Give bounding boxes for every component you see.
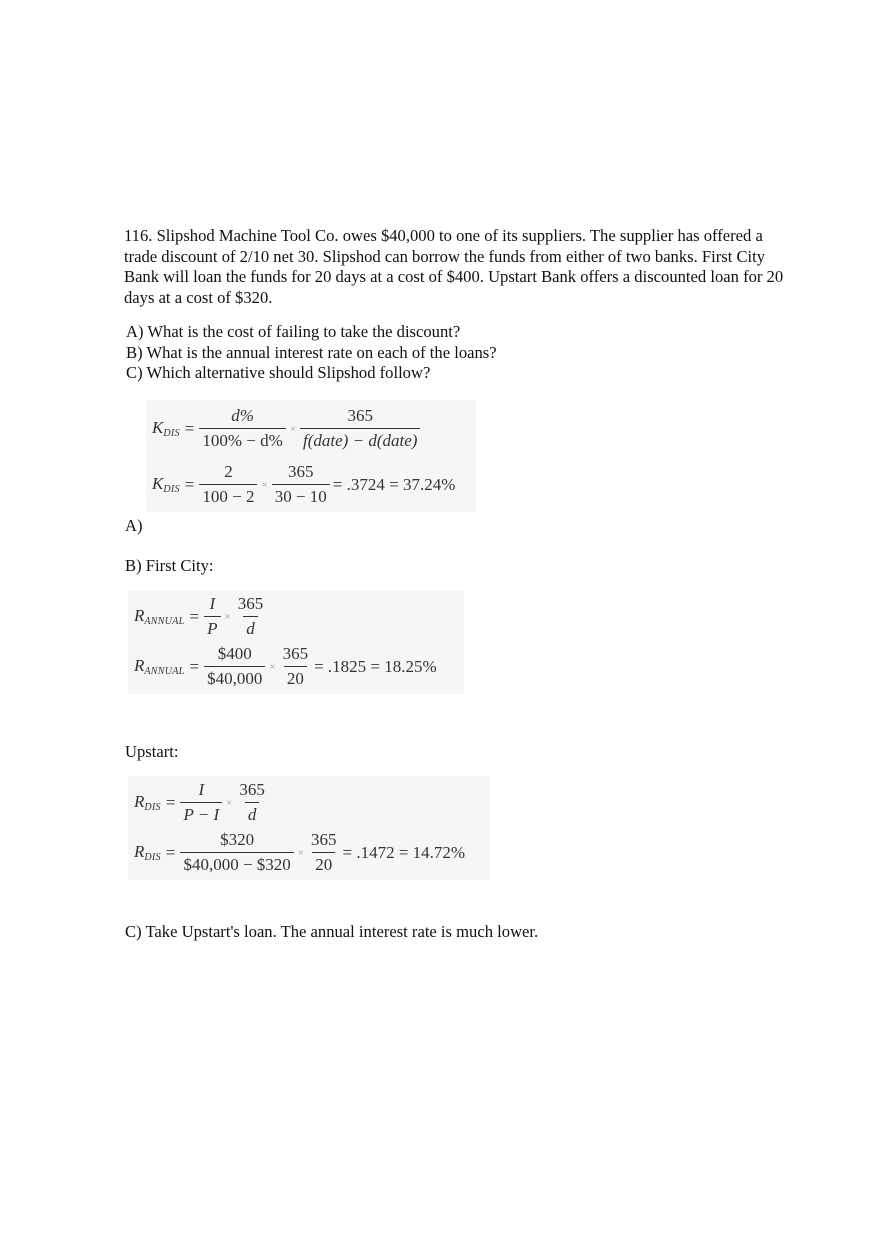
question-c: C) Which alternative should Slipshod follow?: [126, 363, 431, 382]
formula-result: = .3724 = 37.24%: [332, 474, 456, 494]
formula-first-city-rate: [128, 590, 464, 694]
answer-a-label: A): [125, 516, 143, 535]
fraction: $\frac{\$320}{\$40,000 - \$320}$: [180, 830, 293, 875]
fraction: $\frac{d\%}{100\% - d\%}$: [199, 406, 285, 451]
formula-symbol: $R_{DIS}$: [134, 792, 161, 813]
fraction: $\frac{365}{20}$: [282, 644, 309, 688]
formula-annual-applied: $R_{ANNUAL}$ = $\frac{\$400}{\$40,000}$ × $\frac{365}{20}$ = .1825 = 18.25%: [134, 644, 437, 688]
formula-annual-general: $R_{ANNUAL}$ = $\frac{I}{P}$ × $\frac{365}{d}$: [134, 594, 266, 639]
fraction: $\frac{\$400}{\$40,000}$: [204, 644, 265, 689]
question-a: A) What is the cost of failing to take the discount?: [126, 322, 461, 341]
formula-symbol: $K_{DIS}$: [152, 418, 180, 439]
fraction: $\frac{365}{d}$: [237, 594, 264, 638]
question-b: B) What is the annual interest rate on each of the loans?: [126, 342, 497, 362]
fraction: $\frac{I}{P}$: [204, 594, 220, 639]
formula-result: = .1472 = 14.72%: [342, 842, 466, 862]
formula-discount-general: $K_{DIS}$ = $\frac{d\%}{100\% - d\%}$ × $\frac{365}{\text{f(date) − d(date)}}$: [152, 406, 420, 451]
formula-symbol: $K_{DIS}$: [152, 474, 180, 495]
formula-upstart-rate: [128, 776, 490, 880]
formula-dis-applied: $R_{DIS}$ = $\frac{\$320}{\$40,000 - \$320}$ × $\frac{365}{20}$ = .1472 = 14.72%: [134, 830, 466, 874]
upstart-label: Upstart:: [125, 742, 179, 761]
answer-b-label: B) First City:: [125, 556, 214, 575]
formula-discount-cost: [146, 400, 476, 512]
fraction: $\frac{365}{30 - 10}$: [272, 462, 330, 507]
fraction: $\frac{365}{\text{f(date) − d(date)}}$: [300, 406, 420, 451]
fraction: $\frac{I}{P - I}$: [180, 780, 222, 825]
formula-dis-general: $R_{DIS}$ = $\frac{I}{P - I}$ × $\frac{365}{d}$: [134, 780, 268, 825]
question-list: [126, 322, 786, 384]
formula-discount-applied: $K_{DIS}$ = $\frac{2}{100 - 2}$ × $\frac{365}{30 - 10}$ = .3724 = 37.24%: [152, 462, 456, 506]
answer-c: C) Take Upstart's loan. The annual interest rate is much lower.: [125, 922, 539, 941]
fraction: $\frac{365}{d}$: [239, 780, 265, 824]
fraction: $\frac{365}{20}$: [311, 830, 337, 874]
formula-symbol: $R_{ANNUAL}$: [134, 656, 185, 677]
formula-symbol: $R_{ANNUAL}$: [134, 606, 185, 627]
fraction: $\frac{2}{100 - 2}$: [199, 462, 257, 507]
formula-result: = .1825 = 18.25%: [314, 656, 437, 676]
problem-statement: 116. Slipshod Machine Tool Co. owes $40,000 to one of its suppliers. The supplier has offered a trade discount of 2/10 net 30. Slipshod can borrow the funds from either of two banks. First City Bank will loan the funds for 20 days at a cost of $400. Upstart Bank offers a discounted loan for 20 days at a cost of $320.: [124, 226, 784, 307]
formula-symbol: $R_{DIS}$: [134, 842, 161, 863]
